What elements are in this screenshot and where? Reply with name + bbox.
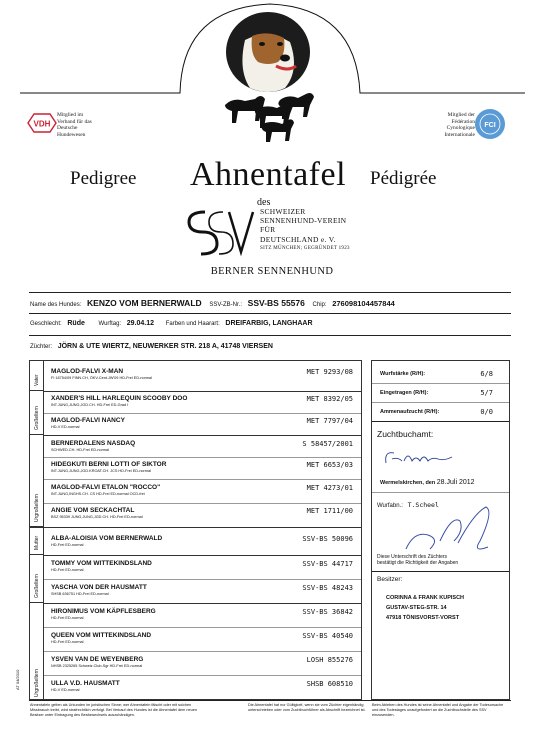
fci-membership-text: Mitglied der Fédération Cynologique Internationale [444, 112, 475, 138]
pedigree-entry: HIRONIMUS VOM KÄPFLESBERG HD-Frei ED-normal SSV-BS 36842 [51, 608, 353, 620]
dog-name-row: Name des Hundes: KENZO VOM BERNERWALD SSV-ZB-Nr.: SSV-BS 55576 Chip: 276098104457844 [30, 298, 395, 308]
pedigree-entry: MAGLOD-FALVI X-MAN FI 18754/09 FINN.CH, ÖKV-Cent.JW'09 HD-Frei ED-normal MET 9293/08 [51, 368, 353, 380]
vdh-logo [26, 112, 58, 134]
pedigree-entry: HIDEGKUTI BERNI LOTTI OF SIKTOR INT.JUNG,JUNG,JGD.KROAT.CH. JCS HD-Frei ED-normal MET 6653/03 [51, 461, 353, 473]
title-ahnentafel: Ahnentafel [190, 156, 347, 193]
signature-note: Diese Unterschrift des Züchters bestätigt die Richtigkeit der Angaben [377, 554, 459, 566]
pedigree-entry: MAGLOD-FALVI ETALON "ROCCO" INT.JUNG,INGHS.CH. CS HD-Frei ED-normal OCD-frei MET 4273/01 [51, 484, 353, 496]
place-date: Wermelskirchen, den 28.Juli 2012 [380, 479, 475, 486]
form-code: AT 04/2010 [15, 669, 20, 690]
title-pedigree-fr: Pédigrée [370, 168, 437, 189]
pedigree-entry: ALBA-ALOISIA VOM BERNERWALD HD-Frei ED-normal SSV-BS 50096 [51, 535, 353, 547]
title-des: des [257, 197, 271, 208]
pedigree-entry: YSVEN VAN DE WEYENBERG NHSB 2325265 Schweiz.Club-Sgr HD-Frei ED-normal LOSH 855276 [51, 656, 353, 668]
pedigree-entry: YASCHA VON DER HAUSMATT SHSB 636751 HD-Frei ED-normal SSV-BS 48243 [51, 584, 353, 596]
wurfabnahme: Wurfabn.: T.Scheel [377, 501, 439, 509]
svg-text:VDH: VDH [33, 119, 51, 129]
pedigree-entry: BERNERDALENS NASDAQ SCHWED.CH. HD-Frei ED-normal S 58457/2001 [51, 440, 353, 452]
registrar-signature [382, 447, 462, 469]
pedigree-entry: MAGLOD-FALVI NANCY HD-V ED-normal MET 7797/04 [51, 417, 353, 429]
fci-logo [474, 108, 506, 140]
pedigree-entry: TOMMY VOM WITTEKINDSLAND HD-Frei ED-normal SSV-BS 44717 [51, 560, 353, 572]
zuchtbuchamt-label: Zuchtbuchamt: [377, 429, 434, 439]
ssv-logo [183, 206, 255, 258]
club-name: SCHWEIZER SENNENHUND-VEREIN FÜR DEUTSCHLAND e. V. SITZ MÜNCHEN; GEGRÜNDET 1923 [260, 207, 350, 251]
breed-name: BERNER SENNENHUND [210, 266, 334, 277]
dog-sex-row: Geschlecht: Rüde Wurftag: 29.04.12 Farben und Haarart: DREIFARBIG, LANGHAAR [30, 320, 313, 327]
breeder-row: Züchter: JÖRN & UTE WIERTZ, NEUWERKER STR. 218 A, 41748 VIERSEN [30, 343, 273, 350]
pedigree-table: Vater Großeltern Urgroßeltern Mutter Großeltern Urgroßeltern MAGLOD-FALVI X-MAN FI 18754/09 FINN.CH, ÖKV-Cent.JW'09 HD-Frei ED-normal MET 9293/08 XANDER'S HILL HARLEQUIN SCOOBY DOO INT.JUNG,JUNG,JGD.CH. HD-Frei ED-Grad I MET 8392/05 MAGLOD-FALVI NANCY HD-V ED-normal MET 7797/04 BERNERDALENS NASDAQ SCHWED.CH. HD-Frei ED-normal S 58457/2001 HIDEGKUTI BERNI LOTTI OF SIKTOR INT.JUNG,JUNG,JGD.KROAT.CH. JCS HD-Frei ED-normal MET 6653/03 MAGLOD-FALVI ETALON "ROCCO" INT.JUNG,INGHS.CH. CS HD-Frei ED-normal OCD-frei MET 4273/01 ANGIE VOM SECKACHTAL BSZ 95339 JUNG,JUNG,JGD.CH. HD-Frei ED-normal MET 1711/00 ALBA-ALOISIA VOM BERNERWALD HD-Frei ED-normal SSV-BS 50096 TOMMY VOM WITTEKINDSLAND HD-Frei ED-normal SSV-BS 44717 YASCHA VON DER HAUSMATT SHSB 636751 HD-Frei ED-normal SSV-BS 48243 HIRONIMUS VOM KÄPFLESBERG HD-Frei ED-normal SSV-BS 36842 QUEEN VOM WITTEKINDSLAND HD-Frei ED-normal SSV-BS 40540 YSVEN VAN DE WEYENBERG NHSB 2325265 Schweiz.Club-Sgr HD-Frei ED-normal LOSH 855276 ULLA V.D. HAUSMATT HD-V ED-normal SHSB 608510 [29, 360, 362, 700]
pedigree-entry: ULLA V.D. HAUSMATT HD-V ED-normal SHSB 608510 [51, 680, 353, 692]
litter-info-box: Wurfstärke (R/H): 6/8 Eingetragen (R/H): 5/7 Ammenaufzucht (R/H): 0/0 Zuchtbuchamt: Wermelskirchen, den 28.Juli 2012 Wurfabn.: T.Scheel Diese Unterschrift des Züchters bestätigt die Richtigkeit der Angaben Besitzer: CORINNA & FRANK KUPISCH GUSTAV-STEG-STR. 14 47918 TÖNISVORST-VORST [371, 360, 510, 700]
pedigree-entry: QUEEN VOM WITTEKINDSLAND HD-Frei ED-normal SSV-BS 40540 [51, 632, 353, 644]
title-pedigree-en: Pedigree [70, 168, 137, 189]
besitzer-label: Besitzer: [377, 576, 403, 583]
breeder-signature [400, 501, 500, 557]
pedigree-entry: ANGIE VOM SECKACHTAL BSZ 95339 JUNG,JUNG,JGD.CH. HD-Frei ED-normal MET 1711/00 [51, 507, 353, 519]
vdh-membership-text: Mitglied im Verband für das Deutsche Hundewesen [57, 112, 92, 138]
svg-text:FCI: FCI [484, 122, 496, 129]
pedigree-entry: XANDER'S HILL HARLEQUIN SCOOBY DOO INT.JUNG,JUNG,JGD.CH. HD-Frei ED-Grad I MET 8392/05 [51, 395, 353, 407]
owner-address: CORINNA & FRANK KUPISCH GUSTAV-STEG-STR. 14 47918 TÖNISVORST-VORST [386, 595, 465, 621]
dog-portrait-illustration [226, 12, 310, 92]
dog-silhouettes-illustration [225, 93, 314, 142]
